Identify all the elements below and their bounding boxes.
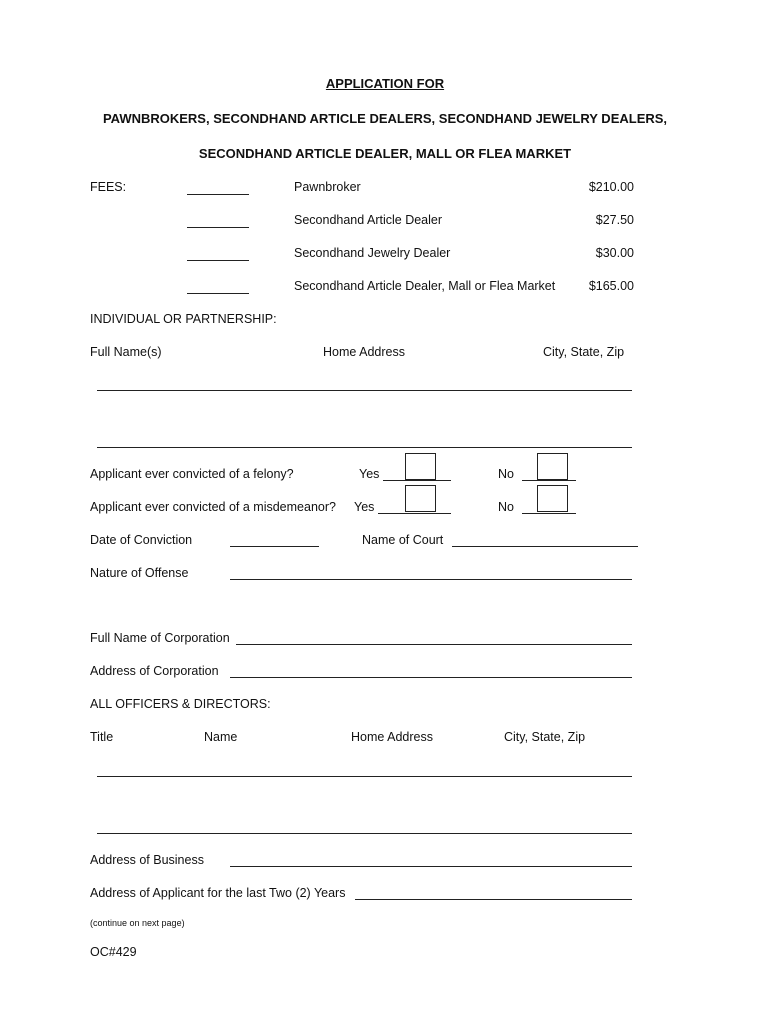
felony-yes-label: Yes — [359, 467, 380, 481]
felony-yes-checkbox[interactable] — [405, 453, 436, 480]
offense-nature-line[interactable] — [230, 579, 632, 580]
individual-col-address: Home Address — [323, 345, 405, 359]
court-name-label: Name of Court — [362, 533, 444, 547]
misdemeanor-yes-line — [378, 513, 451, 514]
fee-mall-flea-name: Secondhand Article Dealer, Mall or Flea Market — [294, 279, 556, 293]
corporation-name-label: Full Name of Corporation — [90, 631, 230, 645]
officers-line-2[interactable] — [97, 833, 632, 834]
applicant-address-label: Address of Applicant for the last Two (2) Years — [90, 886, 346, 900]
fee-mall-flea-amount: $165.00 — [588, 279, 634, 293]
misdemeanor-no-label: No — [498, 500, 514, 514]
corporation-address-line[interactable] — [230, 677, 632, 678]
misdemeanor-no-line — [522, 513, 576, 514]
fee-jewelry-line[interactable] — [187, 260, 249, 261]
form-subtitle-2: SECONDHAND ARTICLE DEALER, MALL OR FLEA MARKET — [198, 146, 572, 161]
officers-col-address: Home Address — [351, 730, 433, 744]
fee-pawnbroker-line[interactable] — [187, 194, 249, 195]
fees-label: FEES: — [90, 180, 127, 194]
individual-col-city: City, State, Zip — [543, 345, 625, 359]
officers-col-title: Title — [90, 730, 114, 744]
business-address-label: Address of Business — [90, 853, 204, 867]
officers-heading: ALL OFFICERS & DIRECTORS: — [90, 697, 271, 711]
conviction-date-line[interactable] — [230, 546, 319, 547]
officers-line-1[interactable] — [97, 776, 632, 777]
misdemeanor-question: Applicant ever convicted of a misdemeanor? — [90, 500, 336, 514]
form-id: OC#429 — [90, 945, 137, 959]
fee-jewelry-name: Secondhand Jewelry Dealer — [294, 246, 451, 260]
applicant-address-line[interactable] — [355, 899, 632, 900]
individual-col-name: Full Name(s) — [90, 345, 162, 359]
individual-line-2[interactable] — [97, 447, 632, 448]
form-title: APPLICATION FOR — [325, 76, 445, 91]
misdemeanor-no-checkbox[interactable] — [537, 485, 568, 512]
felony-no-checkbox[interactable] — [537, 453, 568, 480]
offense-nature-label: Nature of Offense — [90, 566, 189, 580]
officers-col-city: City, State, Zip — [504, 730, 586, 744]
corporation-address-label: Address of Corporation — [90, 664, 219, 678]
misdemeanor-yes-checkbox[interactable] — [405, 485, 436, 512]
officers-col-name: Name — [204, 730, 238, 744]
felony-yes-line — [383, 480, 451, 481]
fee-secondhand-article-line[interactable] — [187, 227, 249, 228]
fee-pawnbroker-name: Pawnbroker — [294, 180, 361, 194]
fee-jewelry-amount: $30.00 — [595, 246, 634, 260]
fee-pawnbroker-amount: $210.00 — [588, 180, 634, 194]
business-address-line[interactable] — [230, 866, 632, 867]
continue-note: (continue on next page) — [90, 918, 185, 928]
individual-line-1[interactable] — [97, 390, 632, 391]
corporation-name-line[interactable] — [236, 644, 632, 645]
felony-no-label: No — [498, 467, 514, 481]
fee-secondhand-article-amount: $27.50 — [595, 213, 634, 227]
conviction-date-label: Date of Conviction — [90, 533, 193, 547]
felony-no-line — [522, 480, 576, 481]
court-name-line[interactable] — [452, 546, 638, 547]
form-subtitle-1: PAWNBROKERS, SECONDHAND ARTICLE DEALERS, SECONDHAND JEWELRY DEALERS, — [102, 111, 668, 126]
fee-mall-flea-line[interactable] — [187, 293, 249, 294]
misdemeanor-yes-label: Yes — [354, 500, 375, 514]
individual-heading: INDIVIDUAL OR PARTNERSHIP: — [90, 312, 277, 326]
fee-secondhand-article-name: Secondhand Article Dealer — [294, 213, 443, 227]
felony-question: Applicant ever convicted of a felony? — [90, 467, 294, 481]
